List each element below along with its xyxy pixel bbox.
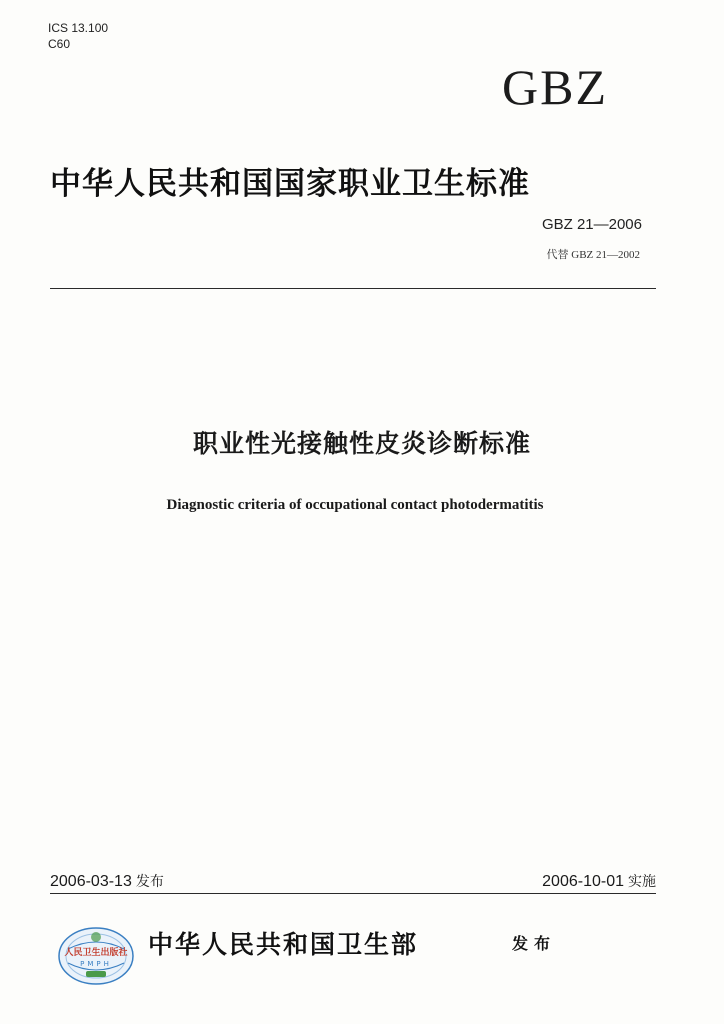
standard-replaces: 代替 GBZ 21—2002 [546, 249, 640, 261]
document-title-cn: 职业性光接触性皮炎诊断标准 [192, 429, 531, 458]
issued-label: 发布 [135, 874, 164, 890]
divider-top [50, 288, 656, 289]
standard-code: GBZ 21—2006 [541, 216, 642, 233]
svg-text:人民卫生出版社: 人民卫生出版社 [64, 948, 128, 958]
standard-series-title: 中华人民共和国国家职业卫生标准 [50, 166, 530, 202]
issued-date: 2006-03-13 [50, 873, 132, 890]
issued-date-group [50, 871, 164, 891]
publisher-seal-icon [56, 925, 136, 987]
ccs-code: C60 [48, 37, 71, 51]
classification-block [48, 20, 108, 52]
document-title-en: Diagnostic criteria of occupational contact photodermatitis [166, 497, 544, 513]
publisher-name: 中华人民共和国卫生部 [148, 930, 419, 959]
gbz-logo: GBZ [502, 59, 608, 115]
effective-date: 2006-10-01 [542, 873, 624, 890]
effective-label: 实施 [628, 874, 656, 890]
svg-text:PMPH: PMPH [80, 960, 112, 968]
divider-bottom [50, 893, 656, 894]
publisher-suffix: 发布 [512, 934, 557, 953]
effective-date-group [542, 871, 656, 891]
ics-code: ICS 13.100 [48, 21, 109, 35]
